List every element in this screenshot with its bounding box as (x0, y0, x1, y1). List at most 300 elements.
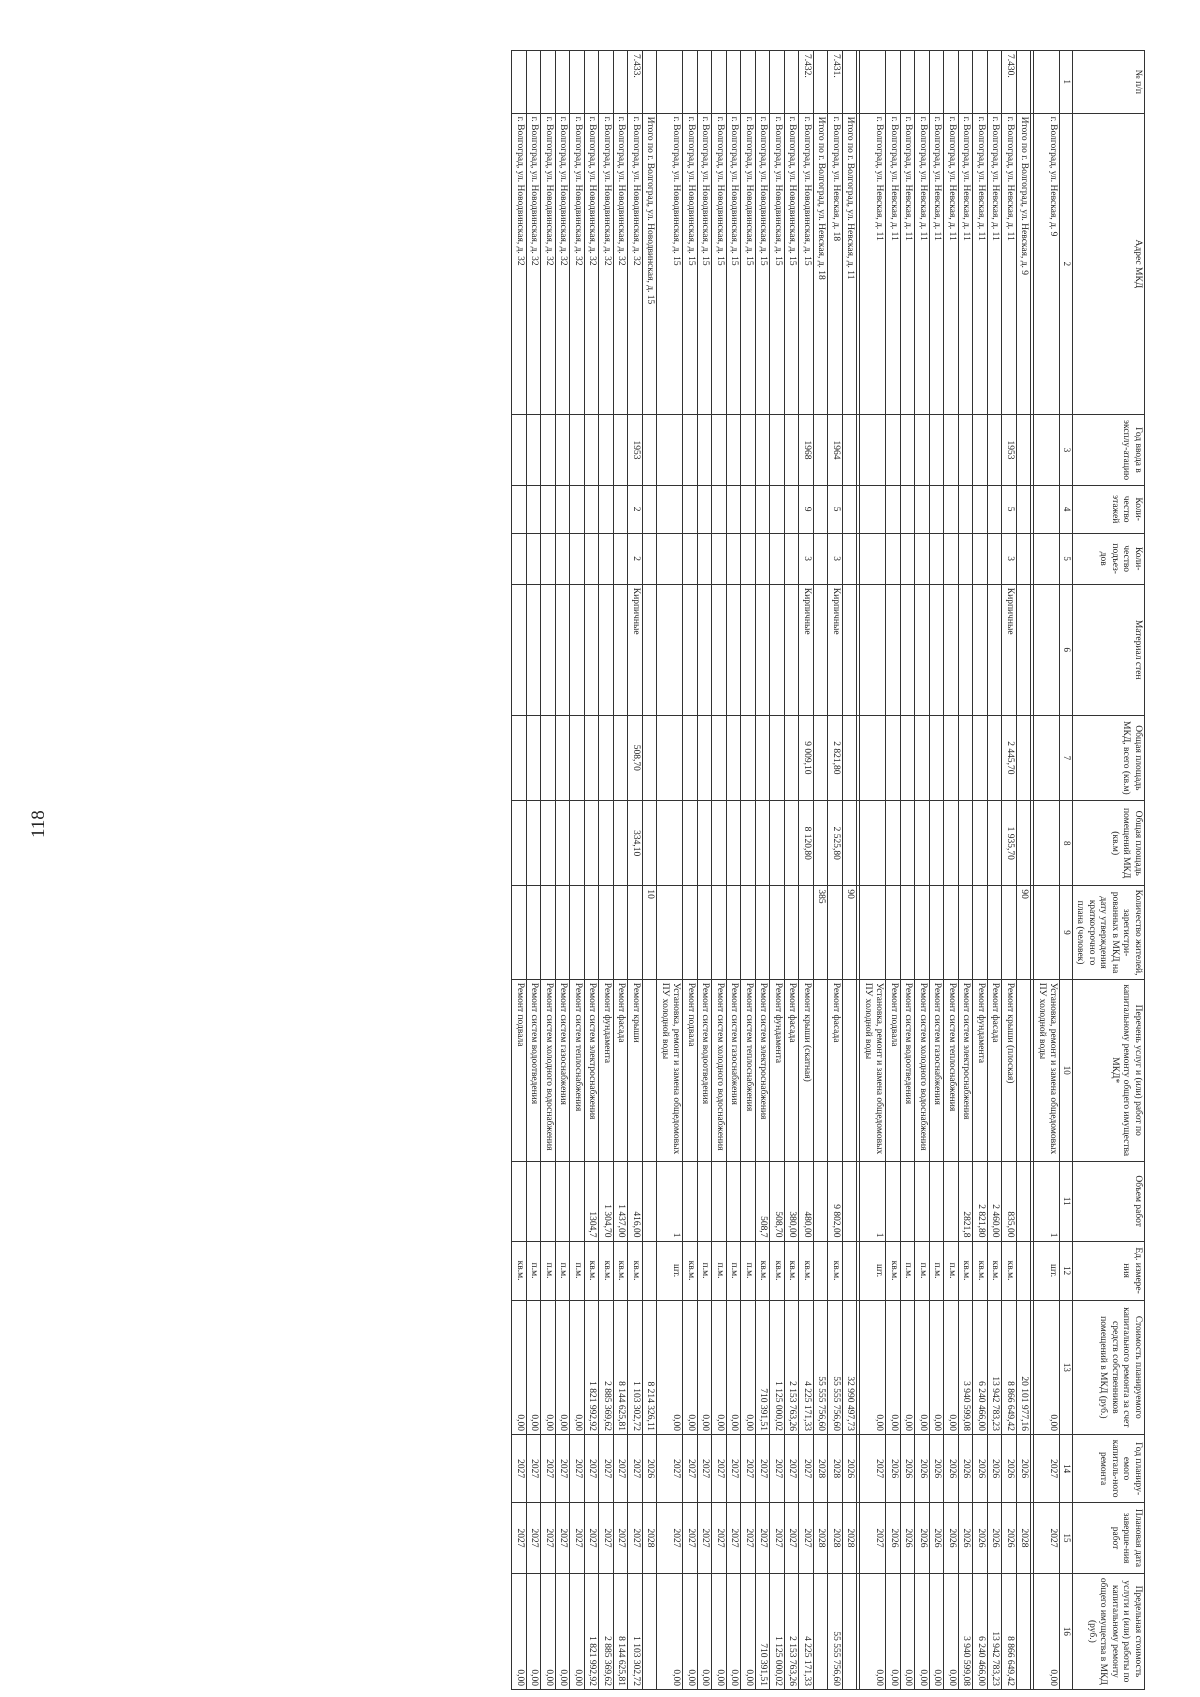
col-number-cell: 7.430. (1002, 51, 1017, 114)
col-year-built-cell: 1964 (828, 415, 843, 486)
col-planned-year-cell: 2027 (614, 1434, 629, 1502)
col-total-area-cell (741, 715, 756, 800)
table-row (570, 51, 585, 1690)
col-year-built-cell (814, 415, 829, 486)
col-total-area-cell (944, 715, 959, 800)
col-max-cost-cell: 0,00 (512, 1573, 527, 1689)
col-total-area-cell (901, 715, 916, 800)
col-entrances-cell (541, 533, 556, 584)
col-max-cost-cell: 1 103 302,72 (628, 1573, 643, 1689)
col-number-cell (785, 51, 800, 114)
col-works-list-cell: Ремонт подвала (886, 979, 901, 1161)
col-completion-date-cell: 2027 (741, 1503, 756, 1574)
col-floors-cell (643, 485, 658, 533)
col-wall-material-cell (860, 584, 886, 715)
col-owner-cost-cell: 0,00 (570, 1300, 585, 1434)
col-works-list-cell: Ремонт систем газоснабжения (727, 979, 742, 1161)
col-entrances-cell (1034, 533, 1060, 584)
col-volume-cell: 1 (657, 1161, 683, 1241)
col-number-cell (944, 51, 959, 114)
col-max-cost-cell: 13 942 783,23 (988, 1573, 1003, 1689)
col-completion-date-cell: 2028 (828, 1503, 843, 1574)
col-owner-cost-cell: 8 866 649,42 (1002, 1300, 1017, 1434)
col-owner-cost-cell: 2 153 763,26 (785, 1300, 800, 1434)
col-planned-year-cell: 2027 (556, 1434, 571, 1502)
col-planned-year-cell: 2026 (1017, 1434, 1032, 1502)
col-volume-cell: 416,00 (628, 1161, 643, 1241)
col-address-cell: г. Волгоград, ул. Новодвинская, д. 15 (756, 113, 771, 415)
col-wall-material-cell (683, 584, 698, 715)
col-owner-cost-cell: 0,00 (512, 1300, 527, 1434)
col-address-cell: г. Волгоград, ул. Невская, д. 11 (901, 113, 916, 415)
col-unit-cell: кв.м. (614, 1241, 629, 1300)
col-entrances-cell (785, 533, 800, 584)
col-planned-year-cell: 2026 (886, 1434, 901, 1502)
col-floors-cell (585, 485, 600, 533)
col-total-area-cell (727, 715, 742, 800)
col-address-cell: г. Волгоград, ул. Новодвинская, д. 32 (614, 113, 629, 415)
col-completion-date-header: Плановая дата заверше-ния работ (1073, 1503, 1145, 1574)
col-number-cell (857, 51, 860, 114)
col-entrances-cell (915, 533, 930, 584)
col-wall-material-cell (727, 584, 742, 715)
col-entrances-header: Коли-чество подъез-дов (1073, 533, 1145, 584)
col-address-cell: г. Волгоград, ул. Невская, д. 11 (988, 113, 1003, 415)
col-address-cell: г. Волгоград, ул. Новодвинская, д. 32 (527, 113, 542, 415)
col-wall-material-cell (857, 584, 860, 715)
col-completion-date-cell: 2028 (1017, 1503, 1032, 1574)
col-total-area-cell (527, 715, 542, 800)
col-entrances-cell: 3 (828, 533, 843, 584)
col-owner-cost-cell: 0,00 (727, 1300, 742, 1434)
col-planned-year-cell: 2027 (799, 1434, 814, 1502)
header-row (1073, 51, 1145, 1690)
col-residents-cell (570, 886, 585, 979)
table-row (698, 51, 713, 1690)
col-completion-date-cell: 2026 (973, 1503, 988, 1574)
col-premises-area-cell (1031, 801, 1034, 886)
col-wall-material-cell (770, 584, 785, 715)
col-total-area-cell (886, 715, 901, 800)
col-wall-material-cell (988, 584, 1003, 715)
col-floors-cell (785, 485, 800, 533)
col-completion-date-cell: 2027 (727, 1503, 742, 1574)
col-volume-cell (915, 1161, 930, 1241)
col-address-cell: г. Волгоград, ул. Новодвинская, д. 32 (628, 113, 643, 415)
col-premises-area-cell (959, 801, 974, 886)
col-year-built-cell (785, 415, 800, 486)
table-row (1002, 51, 1017, 1690)
col-completion-date-cell: 2027 (756, 1503, 771, 1574)
table-row (556, 51, 571, 1690)
col-works-list-cell: Ремонт систем теплоснабжения (741, 979, 756, 1161)
col-total-area-cell (915, 715, 930, 800)
col-max-cost-cell: 0,00 (886, 1573, 901, 1689)
col-max-cost-cell: 0,00 (944, 1573, 959, 1689)
col-premises-area-cell (570, 801, 585, 886)
table-row (541, 51, 556, 1690)
col-completion-date-cell: 2026 (944, 1503, 959, 1574)
col-premises-area-cell (944, 801, 959, 886)
col-number-cell (698, 51, 713, 114)
col-number-cell: 7.433. (628, 51, 643, 114)
col-works-list-cell: Ремонт систем водоотведения (527, 979, 542, 1161)
col-wall-material-cell (657, 584, 683, 715)
col-year-built-cell (973, 415, 988, 486)
col-address-cell: г. Волгоград, ул. Новодвинская, д. 15 (712, 113, 727, 415)
col-total-area-cell (683, 715, 698, 800)
col-residents-cell (1031, 886, 1034, 979)
col-wall-material-cell (570, 584, 585, 715)
col-wall-material-cell (973, 584, 988, 715)
col-volume-cell (944, 1161, 959, 1241)
col-works-list-cell: Ремонт систем газоснабжения (556, 979, 571, 1161)
col-entrances-cell (944, 533, 959, 584)
col-year-built-cell (944, 415, 959, 486)
col-planned-year-cell: 2027 (683, 1434, 698, 1502)
col-floors-cell (541, 485, 556, 533)
col-floors-cell (712, 485, 727, 533)
col-works-list-cell (643, 979, 658, 1161)
col-works-list-cell: Ремонт фасада (828, 979, 843, 1161)
col-floors-cell (860, 485, 886, 533)
col-premises-area-cell (756, 801, 771, 886)
col-works-list-cell (814, 979, 829, 1161)
col-planned-year-cell: 2027 (1034, 1434, 1060, 1502)
col-number-cell (614, 51, 629, 114)
col-premises-area-cell (1034, 801, 1060, 886)
col-planned-year-cell: 2026 (944, 1434, 959, 1502)
col-max-cost-cell (857, 1573, 860, 1689)
col-premises-area-cell (886, 801, 901, 886)
col-address-cell: г. Волгоград, ул. Новодвинская, д. 15 (698, 113, 713, 415)
table-row (988, 51, 1003, 1690)
col-total-area-cell (959, 715, 974, 800)
col-floors-cell (1017, 485, 1032, 533)
col-completion-date-cell: 2027 (570, 1503, 585, 1574)
col-wall-material-cell (712, 584, 727, 715)
col-planned-year-cell: 2026 (843, 1434, 858, 1502)
col-max-cost-cell: 0,00 (741, 1573, 756, 1689)
col-address-cell: г. Волгоград, ул. Новодвинская, д. 15 (727, 113, 742, 415)
col-works-list-cell: Ремонт систем холодного водоснабжения (541, 979, 556, 1161)
col-residents-header: Количество жителей, зарегистри-рованных в МКД на дату утверждения краткосрочно го плана (человек) (1073, 886, 1145, 979)
col-owner-cost-cell: 0,00 (541, 1300, 556, 1434)
col-entrances-cell (599, 533, 614, 584)
col-number-cell: 7.431. (828, 51, 843, 114)
table-body (512, 51, 1060, 1690)
col-owner-cost-cell: 2 885 369,62 (599, 1300, 614, 1434)
col-residents-cell (599, 886, 614, 979)
col-total-area-cell (988, 715, 1003, 800)
col-owner-cost-cell: 20 101 977,16 (1017, 1300, 1032, 1434)
col-entrances-cell (1017, 533, 1032, 584)
col-works-list-cell: Ремонт фасада (785, 979, 800, 1161)
col-number-cell (585, 51, 600, 114)
col-floors-cell (614, 485, 629, 533)
table-row (944, 51, 959, 1690)
col-entrances-cell (570, 533, 585, 584)
col-year-built-cell: 1968 (799, 415, 814, 486)
col-entrances-cell: 2 (628, 533, 643, 584)
col-wall-material-cell (643, 584, 658, 715)
col-owner-cost-cell: 0,00 (712, 1300, 727, 1434)
col-works-list-cell: Установка, ремонт и замена общедомовых ПУ холодной воды (1034, 979, 1060, 1161)
col-floors-cell (944, 485, 959, 533)
col-total-area-cell (973, 715, 988, 800)
col-works-list-cell (1031, 979, 1034, 1161)
col-works-list-cell: Ремонт систем холодного водоснабжения (915, 979, 930, 1161)
col-entrances-cell (741, 533, 756, 584)
table-row (770, 51, 785, 1690)
col-year-built-cell: 1953 (1002, 415, 1017, 486)
column-number: 15 (1060, 1503, 1073, 1574)
col-owner-cost-cell: 0,00 (901, 1300, 916, 1434)
col-premises-area-cell: 1 935,70 (1002, 801, 1017, 886)
column-number-row (1060, 51, 1073, 1690)
col-entrances-cell (512, 533, 527, 584)
col-unit-cell (1017, 1241, 1032, 1300)
col-address-cell (857, 113, 860, 415)
col-owner-cost-cell: 55 555 756,60 (828, 1300, 843, 1434)
table-row (785, 51, 800, 1690)
col-works-list-cell: Ремонт фасада (614, 979, 629, 1161)
col-year-built-cell (860, 415, 886, 486)
col-unit-cell: кв.м. (785, 1241, 800, 1300)
col-unit-cell (857, 1241, 860, 1300)
col-year-built-cell (541, 415, 556, 486)
table-row (643, 51, 658, 1690)
col-entrances-cell (727, 533, 742, 584)
col-premises-area-cell (930, 801, 945, 886)
column-number: 4 (1060, 485, 1073, 533)
col-completion-date-cell: 2027 (698, 1503, 713, 1574)
col-wall-material-cell (556, 584, 571, 715)
col-owner-cost-cell: 0,00 (944, 1300, 959, 1434)
col-premises-area-cell (512, 801, 527, 886)
col-completion-date-cell: 2026 (915, 1503, 930, 1574)
col-address-cell: г. Волгоград, ул. Невская, д. 11 (886, 113, 901, 415)
col-residents-cell (770, 886, 785, 979)
col-owner-cost-cell: 1 103 302,72 (628, 1300, 643, 1434)
col-year-built-cell (741, 415, 756, 486)
col-number-header: № п/п (1073, 51, 1145, 114)
col-residents-cell (657, 886, 683, 979)
col-residents-cell (886, 886, 901, 979)
col-owner-cost-cell: 0,00 (683, 1300, 698, 1434)
col-works-list-cell: Ремонт систем водоотведения (698, 979, 713, 1161)
col-planned-year-cell: 2026 (643, 1434, 658, 1502)
rotated-page (55, 50, 1145, 1690)
col-owner-cost-cell: 0,00 (698, 1300, 713, 1434)
col-owner-cost-header: Стоимость планируемого капитального ремонта за счет средств собственников помещений в МКД (руб.) (1073, 1300, 1145, 1434)
col-owner-cost-cell: 0,00 (930, 1300, 945, 1434)
col-year-built-cell (698, 415, 713, 486)
col-owner-cost-cell: 3 940 599,08 (959, 1300, 974, 1434)
col-max-cost-cell (843, 1573, 858, 1689)
col-residents-cell (857, 886, 860, 979)
col-floors-header: Коли-чество этажей (1073, 485, 1145, 533)
col-number-cell (741, 51, 756, 114)
col-completion-date-cell: 2027 (512, 1503, 527, 1574)
col-works-list-cell (843, 979, 858, 1161)
col-unit-cell: п.м. (712, 1241, 727, 1300)
col-entrances-cell (712, 533, 727, 584)
col-entrances-cell (556, 533, 571, 584)
col-unit-cell: п.м. (930, 1241, 945, 1300)
col-max-cost-cell: 3 940 599,08 (959, 1573, 974, 1689)
col-floors-cell (741, 485, 756, 533)
col-residents-cell (930, 886, 945, 979)
col-premises-area-cell (1017, 801, 1032, 886)
col-unit-cell (843, 1241, 858, 1300)
col-unit-cell (814, 1241, 829, 1300)
col-number-cell (814, 51, 829, 114)
col-premises-area-cell (814, 801, 829, 886)
col-residents-cell (799, 886, 814, 979)
col-owner-cost-cell: 8 144 625,81 (614, 1300, 629, 1434)
col-max-cost-cell: 8 866 649,42 (1002, 1573, 1017, 1689)
col-year-built-cell (570, 415, 585, 486)
table-row (973, 51, 988, 1690)
col-address-header: Адрес МКД (1073, 113, 1145, 415)
col-max-cost-cell (1031, 1573, 1034, 1689)
col-unit-cell: п.м. (901, 1241, 916, 1300)
col-address-cell: г. Волгоград, ул. Невская, д. 11 (860, 113, 886, 415)
col-wall-material-cell (1031, 584, 1034, 715)
col-wall-material-cell: Кирпичные (628, 584, 643, 715)
col-max-cost-cell: 0,00 (570, 1573, 585, 1689)
col-floors-cell (915, 485, 930, 533)
table-row (599, 51, 614, 1690)
col-max-cost-cell: 0,00 (698, 1573, 713, 1689)
table-row (959, 51, 974, 1690)
col-floors-cell (1034, 485, 1060, 533)
col-floors-cell (756, 485, 771, 533)
col-unit-cell: кв.м. (756, 1241, 771, 1300)
col-number-cell (843, 51, 858, 114)
col-max-cost-cell: 710 391,51 (756, 1573, 771, 1689)
col-total-area-cell (843, 715, 858, 800)
col-total-area-cell (585, 715, 600, 800)
col-works-list-cell: Ремонт крыши (плоская) (1002, 979, 1017, 1161)
col-owner-cost-cell (1031, 1300, 1034, 1434)
col-entrances-cell (756, 533, 771, 584)
col-total-area-cell: 2 821,80 (828, 715, 843, 800)
col-year-built-cell (1031, 415, 1034, 486)
col-total-area-cell (756, 715, 771, 800)
col-planned-year-cell: 2028 (828, 1434, 843, 1502)
col-premises-area-cell: 8 120,80 (799, 801, 814, 886)
col-premises-area-cell (785, 801, 800, 886)
col-floors-cell (901, 485, 916, 533)
col-unit-cell: кв.м. (828, 1241, 843, 1300)
col-total-area-cell (657, 715, 683, 800)
col-planned-year-cell: 2026 (988, 1434, 1003, 1502)
col-year-built-cell (556, 415, 571, 486)
col-entrances-cell (857, 533, 860, 584)
col-residents-cell (512, 886, 527, 979)
col-address-cell: г. Волгоград, ул. Новодвинская, д. 32 (512, 113, 527, 415)
col-year-built-cell (712, 415, 727, 486)
col-completion-date-cell: 2027 (585, 1503, 600, 1574)
col-planned-year-cell: 2026 (959, 1434, 974, 1502)
col-entrances-cell (973, 533, 988, 584)
col-volume-cell: 1304,7 (585, 1161, 600, 1241)
col-volume-cell (643, 1161, 658, 1241)
col-wall-material-cell (527, 584, 542, 715)
col-owner-cost-cell: 8 214 326,11 (643, 1300, 658, 1434)
col-unit-cell (1031, 1241, 1034, 1300)
table-row (860, 51, 886, 1690)
col-total-area-cell (512, 715, 527, 800)
col-entrances-cell (527, 533, 542, 584)
col-residents-cell (698, 886, 713, 979)
col-owner-cost-cell: 0,00 (741, 1300, 756, 1434)
col-floors-cell (959, 485, 974, 533)
capital-repair-table (512, 50, 1146, 1690)
col-owner-cost-cell: 710 391,51 (756, 1300, 771, 1434)
column-number: 13 (1060, 1300, 1073, 1434)
col-residents-cell (614, 886, 629, 979)
col-completion-date-cell: 2027 (541, 1503, 556, 1574)
col-address-cell: г. Волгоград, ул. Невская, д. 11 (973, 113, 988, 415)
col-entrances-cell (1031, 533, 1034, 584)
col-volume-cell (512, 1161, 527, 1241)
col-floors-cell (770, 485, 785, 533)
col-year-built-cell (756, 415, 771, 486)
col-entrances-cell (988, 533, 1003, 584)
col-entrances-cell (698, 533, 713, 584)
col-number-cell (886, 51, 901, 114)
col-unit-cell: кв.м. (683, 1241, 698, 1300)
col-premises-area-cell (860, 801, 886, 886)
col-total-area-cell (556, 715, 571, 800)
col-completion-date-cell: 2026 (930, 1503, 945, 1574)
col-year-built-cell (915, 415, 930, 486)
col-residents-cell (741, 886, 756, 979)
col-premises-area-cell (857, 801, 860, 886)
col-wall-material-cell (741, 584, 756, 715)
col-total-area-cell (785, 715, 800, 800)
col-entrances-cell (886, 533, 901, 584)
col-premises-area-cell (698, 801, 713, 886)
col-wall-material-cell (698, 584, 713, 715)
col-completion-date-cell: 2028 (814, 1503, 829, 1574)
table-row (930, 51, 945, 1690)
col-planned-year-cell: 2026 (901, 1434, 916, 1502)
col-works-list-cell: Ремонт фундамента (770, 979, 785, 1161)
col-volume-cell (527, 1161, 542, 1241)
col-planned-year-cell: 2027 (727, 1434, 742, 1502)
table-row (741, 51, 756, 1690)
col-year-built-cell (843, 415, 858, 486)
col-completion-date-cell: 2027 (860, 1503, 886, 1574)
col-total-area-cell (599, 715, 614, 800)
col-volume-cell: 508,7 (756, 1161, 771, 1241)
col-floors-cell (973, 485, 988, 533)
col-floors-cell (988, 485, 1003, 533)
col-residents-cell: 90 (843, 886, 858, 979)
col-address-cell: г. Волгоград, ул. Невская, д. 11 (1002, 113, 1017, 415)
col-volume-cell (683, 1161, 698, 1241)
col-planned-year-cell: 2027 (657, 1434, 683, 1502)
col-entrances-cell: 3 (1002, 533, 1017, 584)
col-completion-date-cell (1031, 1503, 1034, 1574)
col-address-cell: г. Волгоград, ул. Невская, д. 18 (828, 113, 843, 415)
col-owner-cost-cell: 0,00 (886, 1300, 901, 1434)
table-row (843, 51, 858, 1690)
